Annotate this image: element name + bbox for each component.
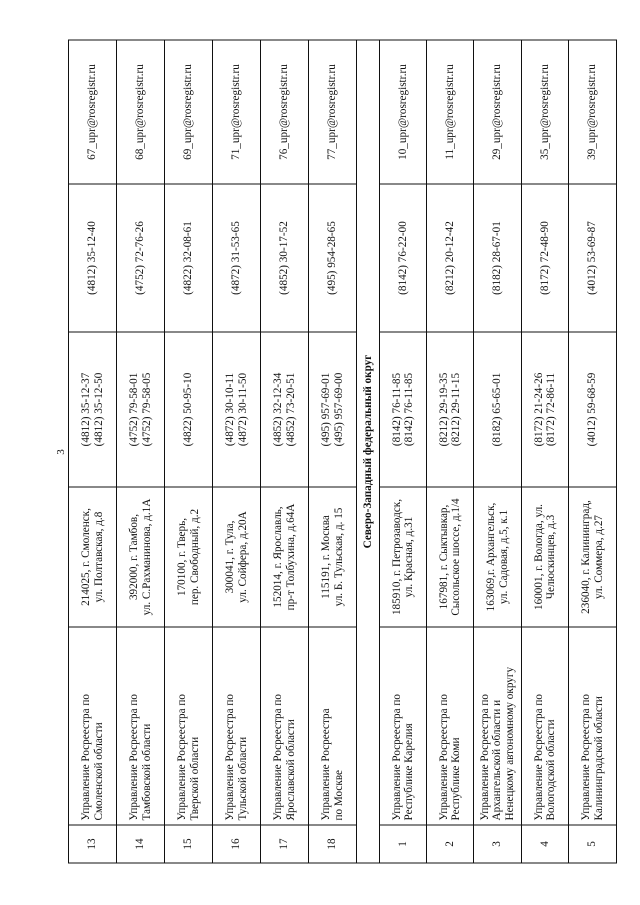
office-name-line: Вологодской области: [545, 719, 557, 821]
office-name-line: Ярославской области: [284, 719, 297, 821]
phone-number: (495) 957-69-01: [320, 372, 332, 447]
office-address: [522, 487, 569, 627]
office-address: [474, 487, 522, 627]
office-name-line: Управление Росреестра по: [80, 694, 92, 821]
address-line: 163069,г. Архангельск,: [485, 502, 497, 612]
office-name-line: Республике Карелия: [403, 723, 415, 821]
office-name-line: Тамбовской области: [140, 723, 153, 821]
office-name-line: Управление Росреестра по: [128, 694, 140, 821]
phone-number: (4752) 79-58-01: [128, 372, 140, 447]
address-line: 160001, г. Вологда, ул.: [532, 504, 545, 610]
address-line: 214025, г. Смоленск,: [80, 508, 92, 606]
office-address: [569, 487, 617, 627]
address-line: 392000, г. Тамбов,: [128, 513, 140, 601]
rotated-page: [55, 41, 605, 864]
office-email: 39_upr@rosregistr.ru: [569, 40, 617, 184]
row-number: 15: [165, 825, 213, 863]
office-fax: (495) 954-28-65: [309, 184, 357, 332]
office-email: 35_upr@rosregistr.ru: [522, 40, 569, 184]
office-fax: (4822) 32-08-61: [165, 184, 213, 332]
office-name-line: Республике Коми: [450, 737, 462, 821]
table-row: [69, 40, 117, 863]
address-line: 300041, г. Тула,: [224, 520, 236, 594]
row-number: 1: [380, 825, 427, 863]
address-line: пер. Свободный, д.2: [188, 508, 201, 606]
table-row: [213, 40, 261, 863]
phone-number: (4872) 30-10-11: [224, 372, 236, 447]
office-address: [69, 487, 117, 627]
address-line: ул. Соммера, д.27: [592, 514, 605, 600]
section-title: Северо-Западный федеральный округ: [357, 40, 380, 863]
phone-number: (4812) 35-12-50: [92, 372, 105, 447]
office-name-line: Управление Росреестра по: [478, 694, 491, 821]
office-phones: [380, 332, 427, 487]
phone-number: (8212) 29-19-35: [437, 372, 450, 447]
office-name: [309, 627, 357, 825]
office-email: 29_upr@rosregistr.ru: [474, 40, 522, 184]
table-body-central: [69, 40, 357, 863]
office-name-line: Смоленской области: [92, 722, 105, 821]
address-line: ул. Красная, д.31: [403, 516, 415, 598]
office-fax: (8182) 28-67-01: [474, 184, 522, 332]
phone-number: (4012) 59-68-59: [586, 372, 599, 447]
row-number: 13: [69, 825, 117, 863]
office-email: 69_upr@rosregistr.ru: [165, 40, 213, 184]
row-number: 4: [522, 825, 569, 863]
office-fax: (4812) 35-12-40: [69, 184, 117, 332]
phone-number: (4752) 79-58-05: [140, 372, 153, 447]
table-row: [117, 40, 165, 863]
office-address: [165, 487, 213, 627]
office-phones: [427, 332, 474, 487]
phone-number: (8172) 21-24-26: [532, 372, 545, 447]
office-name-line: Тверской области: [188, 736, 201, 821]
office-name: [380, 627, 427, 825]
office-fax: (4012) 53-69-87: [569, 184, 617, 332]
office-address: [117, 487, 165, 627]
phone-number: (4852) 73-20-51: [284, 372, 297, 447]
phone-number: (4822) 50-95-10: [182, 372, 195, 447]
phone-number: (4852) 32-12-34: [272, 372, 284, 447]
address-line: 152014, г. Ярославль,: [272, 506, 284, 608]
phone-number: (8172) 72-86-11: [545, 372, 557, 447]
office-email: 71_upr@rosregistr.ru: [213, 40, 261, 184]
office-address: [427, 487, 474, 627]
address-line: ул. С.Рахманинова, д.1А: [140, 498, 153, 616]
registry-offices-table: [68, 40, 617, 864]
table-body-northwest: [380, 40, 617, 863]
office-name-line: Тульской области: [236, 736, 249, 821]
office-address: [309, 487, 357, 627]
address-line: 185910, г. Петрозаводск,: [390, 498, 403, 616]
row-number: 5: [569, 825, 617, 863]
address-line: 236040, г. Калининград,: [580, 500, 592, 614]
table-row: [261, 40, 309, 863]
table-row: [309, 40, 357, 863]
row-number: 16: [213, 825, 261, 863]
address-line: 170100, г. Тверь,: [176, 517, 188, 597]
office-phones: [569, 332, 617, 487]
phone-number: (4812) 35-12-37: [80, 372, 92, 447]
phone-number: (8182) 65-65-01: [491, 372, 504, 447]
address-line: Челюскинцев, д.3: [545, 514, 557, 600]
address-line: ул. Садовая, д.5, к.1: [497, 509, 510, 605]
address-line: пр-т Толбухина, д.64А: [284, 503, 297, 611]
table-body-section: [357, 40, 380, 863]
phone-number: (8142) 76-11-85: [390, 372, 403, 447]
office-name: [213, 627, 261, 825]
office-name-line: Архангельской области и: [491, 699, 504, 821]
row-number: 2: [427, 825, 474, 863]
office-name-line: Управление Росреестра: [320, 708, 332, 821]
table-row: [569, 40, 617, 863]
row-number: 14: [117, 825, 165, 863]
office-fax: (4752) 72-76-26: [117, 184, 165, 332]
office-name-line: Управление Росреестра по: [176, 694, 188, 821]
table-row: [474, 40, 522, 863]
address-line: 115191, г. Москва: [320, 515, 332, 599]
address-line: Сысольское шоссе, д.1/4: [450, 498, 462, 616]
office-name: [522, 627, 569, 825]
office-email: 68_upr@rosregistr.ru: [117, 40, 165, 184]
office-phones: [117, 332, 165, 487]
office-name-line: Управление Росреестра по: [532, 694, 545, 821]
office-phones: [165, 332, 213, 487]
office-address: [213, 487, 261, 627]
office-name: [261, 627, 309, 825]
office-phones: [474, 332, 522, 487]
table-row: [522, 40, 569, 863]
office-fax: (8172) 72-48-90: [522, 184, 569, 332]
office-email: 77_upr@rosregistr.ru: [309, 40, 357, 184]
office-name-line: Управление Росреестра по: [390, 694, 403, 821]
office-name: [117, 627, 165, 825]
office-name: [427, 627, 474, 825]
office-phones: [213, 332, 261, 487]
table-row: [165, 40, 213, 863]
office-address: [261, 487, 309, 627]
office-name-line: Управление Росреестра по: [437, 694, 450, 821]
phone-number: (8142) 76-11-85: [403, 372, 415, 447]
office-email: 76_upr@rosregistr.ru: [261, 40, 309, 184]
phone-number: (4872) 30-11-50: [236, 372, 249, 447]
office-name: [474, 627, 522, 825]
office-name-line: Управление Росреестра по: [580, 694, 592, 821]
table-row: [380, 40, 427, 863]
office-phones: [261, 332, 309, 487]
office-name: [569, 627, 617, 825]
address-line: 167981, г. Сыктывкар,: [437, 504, 450, 610]
office-fax: (4872) 31-53-65: [213, 184, 261, 332]
office-phones: [309, 332, 357, 487]
office-name-line: Калининградской области: [592, 696, 605, 821]
office-phones: [522, 332, 569, 487]
address-line: ул. Сойфера, д.20А: [236, 511, 249, 603]
row-number: 3: [474, 825, 522, 863]
office-fax: (8212) 20-12-42: [427, 184, 474, 332]
office-name-line: Управление Росреестра по: [224, 694, 236, 821]
phone-number: (8212) 29-11-15: [450, 372, 462, 447]
row-number: 17: [261, 825, 309, 863]
office-email: 67_upr@rosregistr.ru: [69, 40, 117, 184]
office-phones: [69, 332, 117, 487]
office-fax: (4852) 30-17-52: [261, 184, 309, 332]
office-fax: (8142) 76-22-00: [380, 184, 427, 332]
address-line: ул. Б. Тульская, д. 15: [332, 507, 345, 607]
office-email: 10_upr@rosregistr.ru: [380, 40, 427, 184]
table-row: [427, 40, 474, 863]
section-row: [357, 40, 380, 863]
office-address: [380, 487, 427, 627]
row-number: 18: [309, 825, 357, 863]
office-name-line: Управление Росреестра по: [272, 694, 284, 821]
office-name-line: Ненецкому автономному округу: [503, 666, 516, 821]
office-name: [69, 627, 117, 825]
page-number: 3: [55, 449, 67, 455]
phone-number: (495) 957-69-00: [332, 372, 345, 447]
office-name: [165, 627, 213, 825]
office-name-line: по Москве: [332, 769, 345, 821]
office-email: 11_upr@rosregistr.ru: [427, 40, 474, 184]
address-line: ул. Полтавская, д.8: [92, 511, 105, 603]
